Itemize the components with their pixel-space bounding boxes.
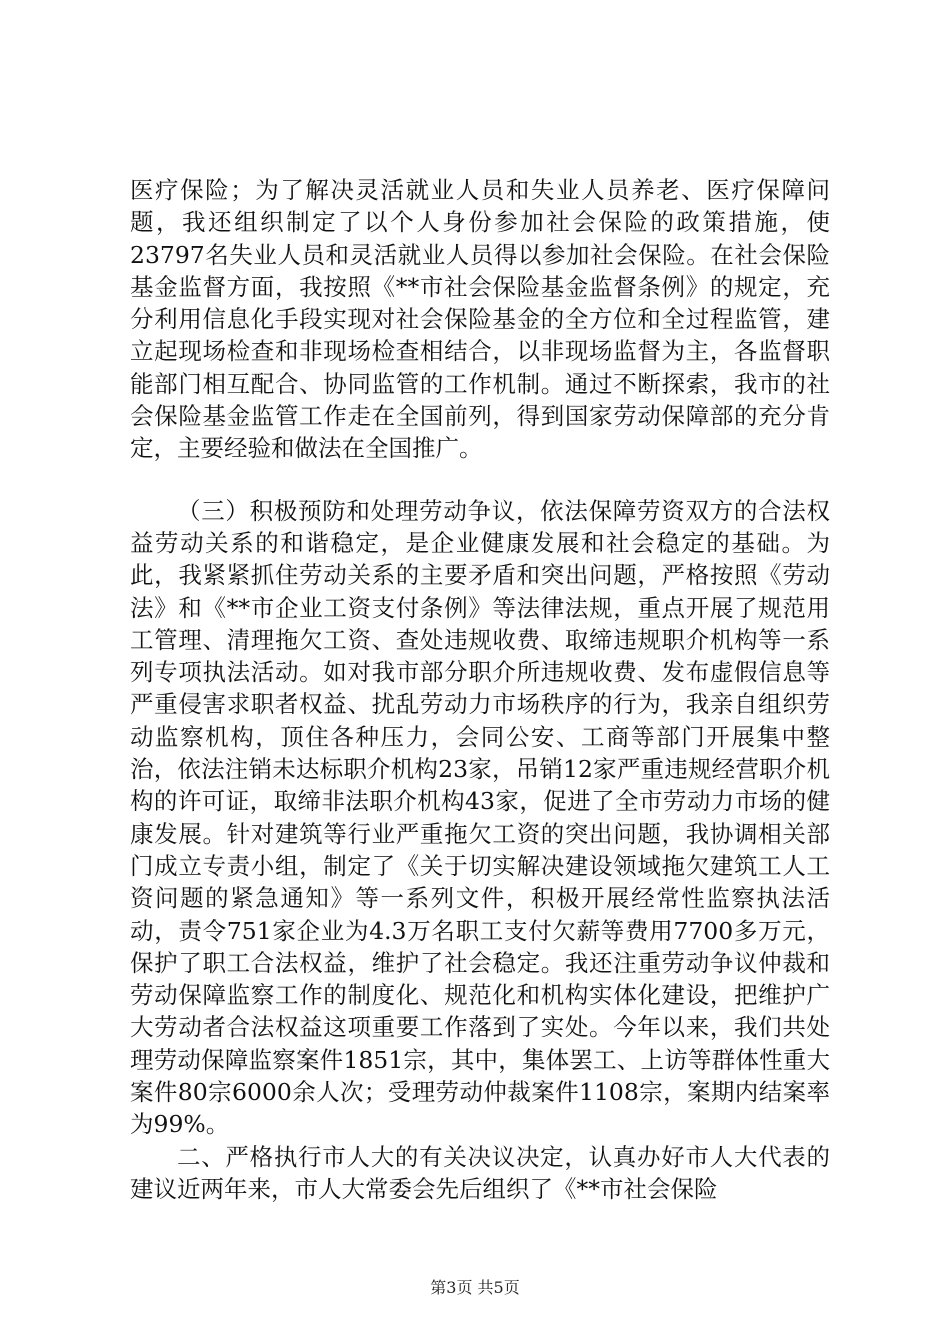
paragraph-labor-disputes: （三）积极预防和处理劳动争议，依法保障劳资双方的合法权益劳动关系的和谐稳定，是企业健康发展和社会稳定的基础。为此，我紧紧抓住劳动关系的主要矛盾和突出问题，严格按照《劳动法》和《**市企业工资支付条例》等法律法规，重点开展了规范用工管理、清理拖欠工资、查处违规收费、取缔违规职介机构等一系列专项执法活动。如对我市部分职介所违规收费、发布虚假信息等严重侵害求职者权益、扰乱劳动力市场秩序的行为，我亲自组织劳动监察机构，顶住各种压力，会同公安、工商等部门开展集中整治，依法注销未达标职介机构23家，吊销12家严重违规经营职介机构的许可证，取缔非法职介机构43家，促进了全市劳动力市场的健康发展。针对建筑等行业严重拖欠工资的突出问题，我协调相关部门成立专责小组，制定了《关于切实解决建设领域拖欠建筑工人工资问题的紧急通知》等一系列文件，积极开展经常性监察执法活动，责令751家企业为4.3万名职工支付欠薪等费用7700多万元，保护了职工合法权益，维护了社会稳定。我还注重劳动争议仲裁和劳动保障监察工作的制度化、规范化和机构实体化建设，把维护广大劳动者合法权益这项重要工作落到了实处。今年以来，我们共处理劳动保障监察案件1851宗，其中，集体罢工、上访等群体性重大案件80宗6000余人次；受理劳动仲裁案件1108宗，案期内结案率为99%。 bbox=[130, 496, 830, 1139]
paragraph-npc-resolutions: 二、严格执行市人大的有关决议决定，认真办好市人大代表的建议近两年来，市人大常委会先后组织了《**市社会保险 bbox=[130, 1142, 830, 1203]
document-body bbox=[130, 174, 830, 1205]
paragraph-social-insurance-supervision: 医疗保险；为了解决灵活就业人员和失业人员养老、医疗保障问题，我还组织制定了以个人身份参加社会保险的政策措施，使23797名失业人员和灵活就业人员得以参加社会保险。在社会保险基金监督方面，我按照《**市社会保险基金监督条例》的规定，充分利用信息化手段实现对社会保险基金的全方位和全过程监管，建立起现场检查和非现场检查相结合，以非现场监督为主，各监督职能部门相互配合、协同监管的工作机制。通过不断探索，我市的社会保险基金监管工作走在全国前列，得到国家劳动保障部的充分肯定，主要经验和做法在全国推广。 bbox=[130, 176, 830, 463]
paragraph-gap bbox=[130, 465, 830, 495]
page-number-footer: 第3页 共5页 bbox=[430, 1278, 520, 1297]
